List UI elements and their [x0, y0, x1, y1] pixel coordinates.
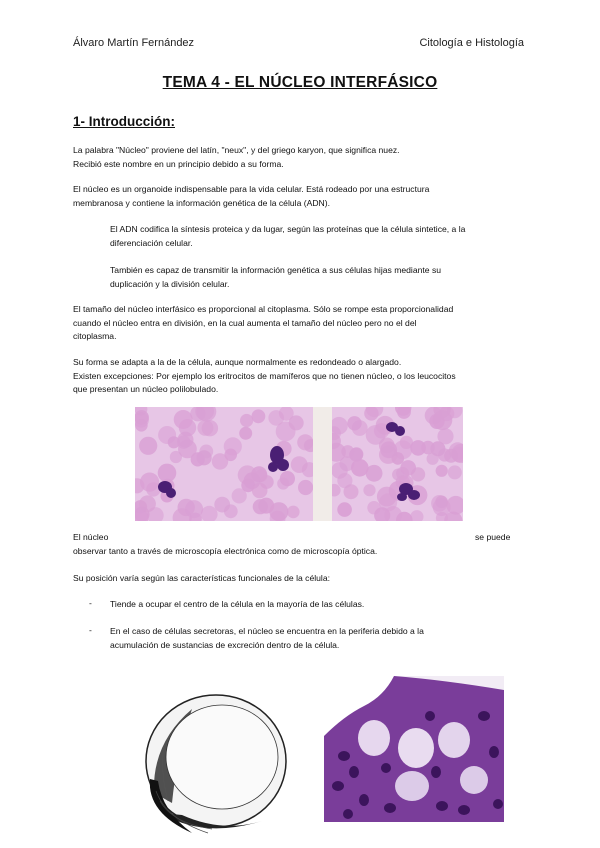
- paragraph-tamano: [73, 303, 528, 344]
- cell-drawing-svg: [132, 683, 292, 843]
- erythrocyte: [178, 432, 194, 448]
- paragraph-forma: [73, 356, 528, 397]
- erythrocyte: [377, 487, 397, 507]
- erythrocyte: [427, 453, 439, 465]
- erythrocyte: [448, 465, 462, 479]
- paragraph-etymology: [73, 144, 528, 171]
- text-line: El núcleo es un organoide indispensable para la vida celular. Está rodeado por una estructura: [73, 184, 430, 194]
- bullet-item-periferia: [110, 625, 530, 652]
- erythrocyte: [291, 456, 308, 473]
- paragraph-observacion: [73, 531, 523, 558]
- erythrocyte: [212, 453, 228, 469]
- text-fragment: se puede: [475, 532, 511, 542]
- erythrocyte: [410, 440, 426, 456]
- header-author: Álvaro Martín Fernández: [73, 37, 195, 49]
- paragraph-transmision: [110, 264, 530, 291]
- erythrocyte: [437, 428, 453, 444]
- section-heading-introduccion: 1- Introducción:: [73, 114, 175, 129]
- erythrocyte: [240, 414, 253, 427]
- erythrocyte: [185, 500, 203, 518]
- erythrocyte: [139, 495, 156, 512]
- text-line: En el caso de células secretoras, el núcleo se encuentra en la periferia debido a la: [110, 626, 424, 636]
- erythrocyte: [232, 488, 247, 503]
- erythrocyte: [337, 502, 352, 517]
- erythrocyte: [224, 504, 238, 518]
- cell-drawing-image: [132, 683, 292, 843]
- erythrocyte: [252, 409, 266, 423]
- text-line: La palabra "Núcleo" proviene del latín, "neux", y del griego karyon, que significa nuez.: [73, 145, 400, 155]
- bullet-marker: -: [89, 598, 92, 608]
- erythrocyte: [363, 484, 375, 496]
- erythrocyte: [253, 499, 268, 514]
- blood-smear-right-svg: [332, 407, 463, 521]
- erythrocyte: [277, 478, 289, 490]
- erythrocyte: [140, 473, 159, 492]
- image-gap: [313, 407, 332, 521]
- secretory-tissue-svg: [324, 676, 504, 822]
- text-line: El ADN codifica la síntesis proteica y da lugar, según las proteínas que la célula sintetice, a la: [110, 224, 466, 234]
- erythrocyte: [337, 473, 352, 488]
- text-line: Su forma se adapta a la de la célula, aunque normalmente es redondeado o alargado.: [73, 357, 402, 367]
- text-line: duplicación y la división celular.: [110, 278, 230, 289]
- erythrocyte: [191, 452, 205, 466]
- erythrocyte: [260, 475, 274, 489]
- text-line: Recibió este nombre en un principio debido a su forma.: [73, 158, 284, 169]
- erythrocyte: [139, 437, 157, 455]
- erythrocyte: [380, 441, 397, 458]
- text-line: diferenciación celular.: [110, 237, 193, 248]
- bullet-marker: -: [89, 625, 92, 635]
- paragraph-posicion: Su posición varía según las características funcionales de la célula:: [73, 573, 330, 583]
- blood-smear-image-right: [332, 407, 463, 521]
- text-line: acumulación de sustancias de excreción dentro de la célula.: [110, 639, 340, 650]
- erythrocyte: [436, 465, 448, 477]
- header-subject: Citología e Histología: [419, 37, 524, 49]
- erythrocyte: [444, 449, 458, 463]
- text-line: membranosa y contiene la información genética de la célula (ADN).: [73, 197, 330, 208]
- erythrocyte: [349, 448, 363, 462]
- text-fragment: El núcleo: [73, 532, 109, 542]
- erythrocyte: [158, 464, 177, 483]
- erythrocyte: [239, 427, 252, 440]
- blood-smear-left-svg: [135, 407, 313, 521]
- text-line: Tiende a ocupar el centro de la célula en la mayoría de las células.: [110, 599, 365, 609]
- text-line: También es capaz de transmitir la información genética a sus células hijas mediante su: [110, 265, 442, 275]
- erythrocyte: [298, 480, 313, 495]
- text-line: citoplasma.: [73, 331, 117, 341]
- paragraph-organoide: [73, 183, 528, 210]
- text-line: El tamaño del núcleo interfásico es proporcional al citoplasma. Sólo se rompe esta proporcionalidad: [73, 304, 454, 314]
- text-line: observar tanto a través de microscopía electrónica como de microscopía óptica.: [73, 545, 378, 556]
- paragraph-adn: [110, 223, 530, 250]
- text-line: Existen excepciones: Por ejemplo los eritrocitos de mamíferos que no tienen núcleo, o los leucocitos: [73, 370, 456, 381]
- bullet-item-centro: [110, 598, 530, 612]
- erythrocyte: [202, 420, 218, 436]
- erythrocyte: [411, 467, 425, 481]
- erythrocyte: [287, 506, 300, 519]
- erythrocyte: [224, 437, 242, 455]
- text-line: que presentan un núcleo polilobulado.: [73, 384, 219, 394]
- erythrocyte: [433, 410, 453, 430]
- erythrocyte: [174, 410, 193, 429]
- blood-smear-image-left: [135, 407, 313, 521]
- text-line: cuando el núcleo entra en división, en la cual aumenta el tamaño del núcleo pero no el del: [73, 317, 417, 328]
- page-title: TEMA 4 - EL NÚCLEO INTERFÁSICO: [162, 74, 438, 91]
- erythrocyte: [352, 420, 368, 436]
- secretory-tissue-image: [324, 676, 504, 822]
